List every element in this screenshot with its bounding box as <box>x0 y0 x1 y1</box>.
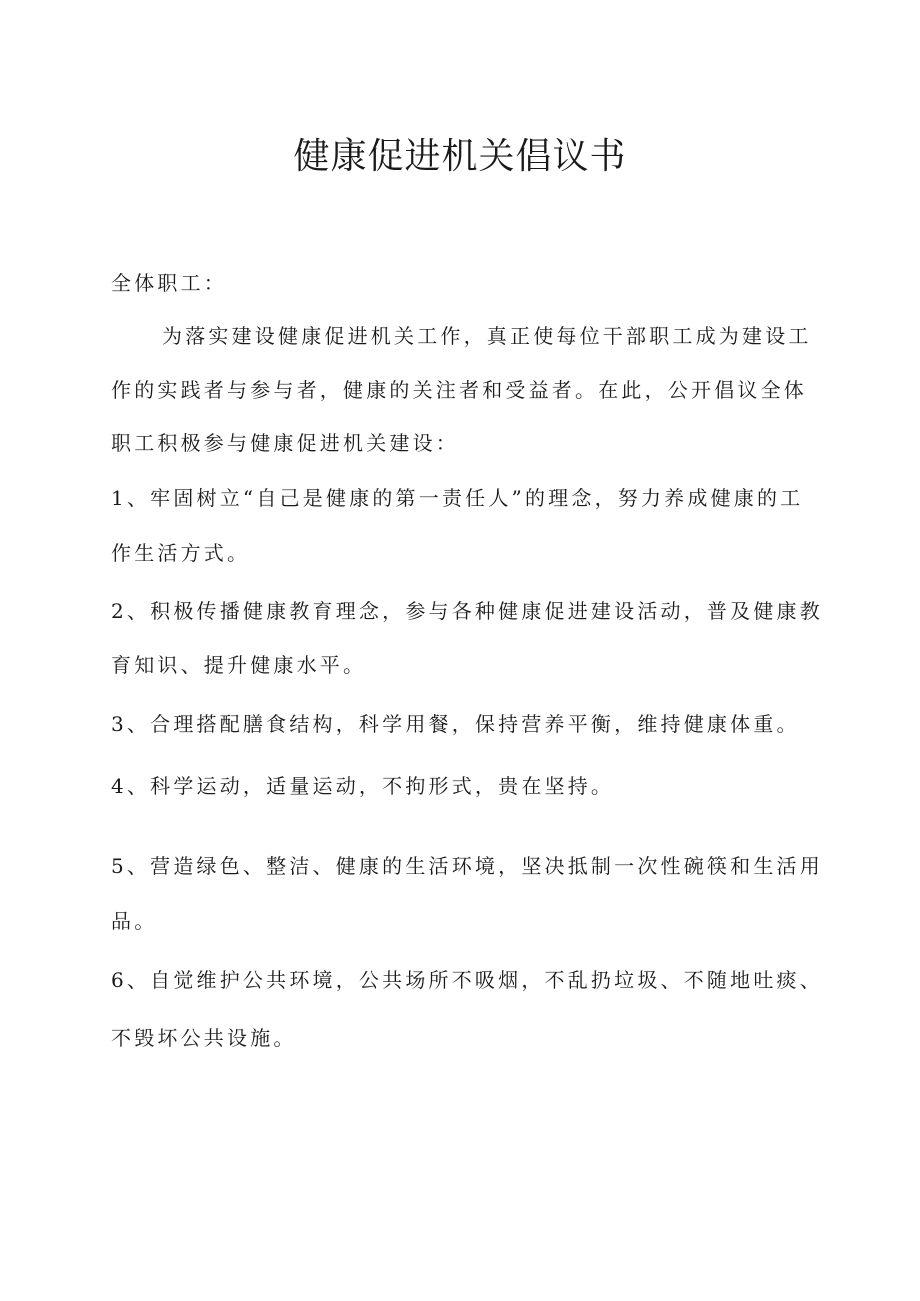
intro-line-2: 作的实践者与参与者，健康的关注者和受益者。在此，公开倡议全体 <box>111 378 807 402</box>
item-5-line-2: 品。 <box>111 909 158 933</box>
item-3-line-1: 3、合理搭配膳食结构，科学用餐，保持营养平衡，维持健康体重。 <box>111 712 800 736</box>
intro-line-3: 职工积极参与健康促进机关建设： <box>111 431 459 455</box>
salutation: 全体职工： <box>111 271 227 295</box>
item-1-line-1: 1、牢固树立“自己是健康的第一责任人”的理念，努力养成健康的工 <box>111 486 804 510</box>
item-5-line-1: 5、营造绿色、整洁、健康的生活环境，坚决抵制一次性碗筷和生活用 <box>111 854 823 878</box>
document-title: 健康促进机关倡议书 <box>293 136 627 177</box>
item-6-line-1: 6、自觉维护公共环境，公共场所不吸烟，不乱扔垃圾、不随地吐痰、 <box>111 968 823 992</box>
item-2-line-2: 育知识、提升健康水平。 <box>111 653 367 677</box>
item-6-line-2: 不毁坏公共设施。 <box>111 1026 297 1050</box>
item-1-line-2: 作生活方式。 <box>111 541 251 565</box>
intro-line-1: 为落实建设健康促进机关工作，真正使每位干部职工成为建设工 <box>162 324 812 348</box>
item-4-line-1: 4、科学运动，适量运动，不拘形式，贵在坚持。 <box>111 774 615 798</box>
item-2-line-1: 2、积极传播健康教育理念，参与各种健康促进建设活动，普及健康教 <box>111 599 823 623</box>
